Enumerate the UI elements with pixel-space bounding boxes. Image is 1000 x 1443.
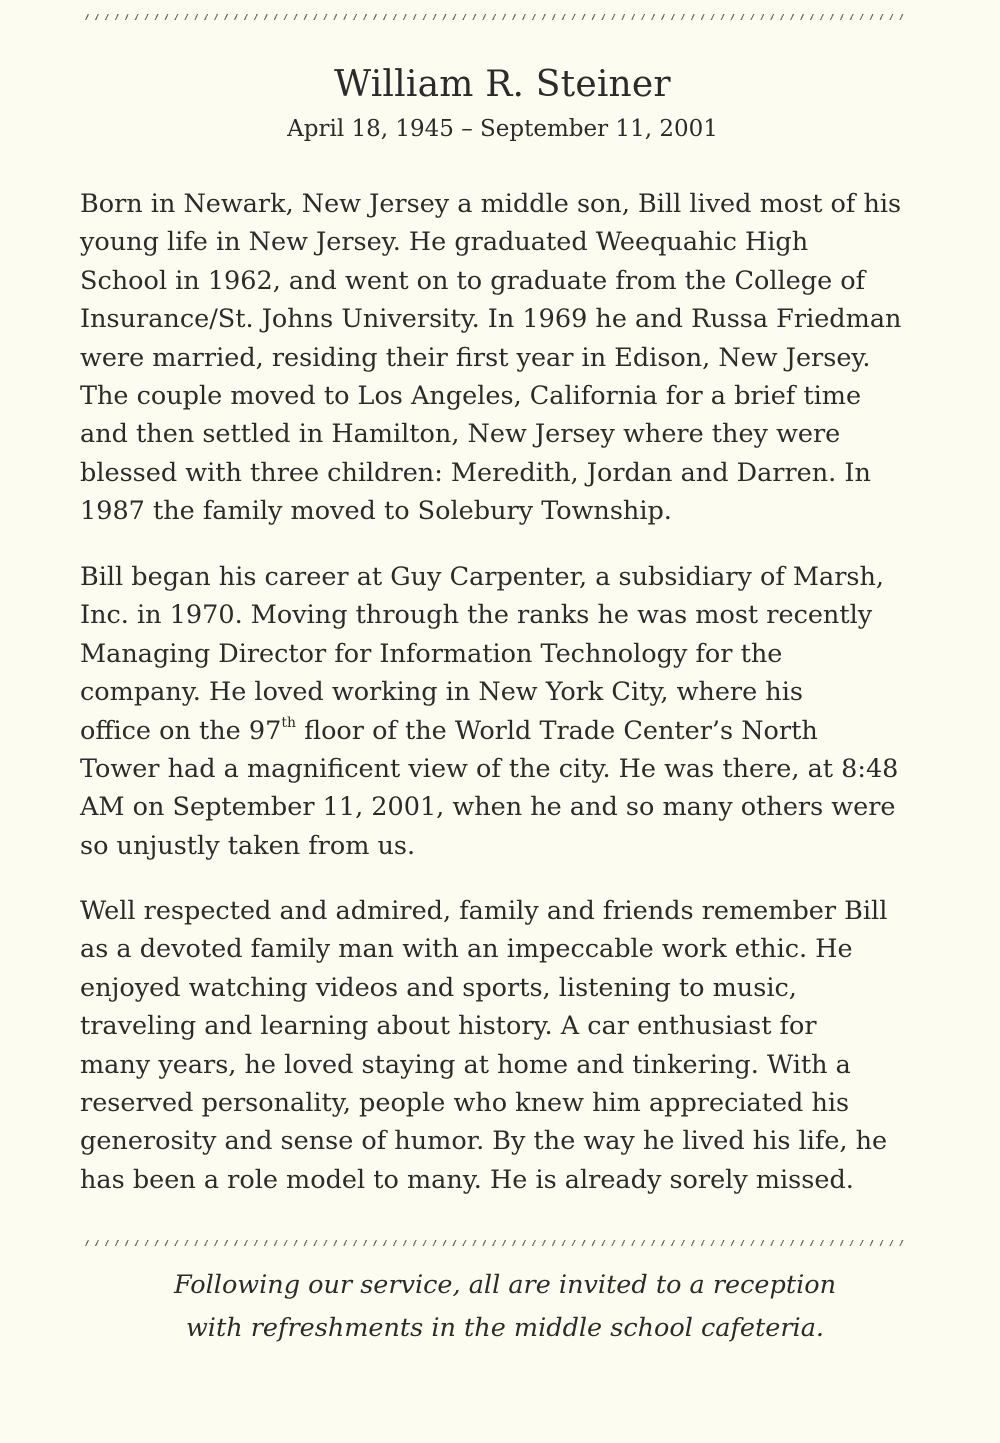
- text-line-floor: [80, 712, 940, 750]
- text-line: generosity and sense of humor. By the way he lived his life, he: [80, 1126, 888, 1157]
- life-dates: April 18, 1945 – September 11, 2001: [287, 116, 718, 142]
- ordinal-superscript: th: [281, 714, 296, 731]
- reception-line: with refreshments in the middle school cafeteria.: [185, 1313, 825, 1343]
- floor-text-prefix: office on the 97: [80, 715, 282, 746]
- text-line: Inc. in 1970. Moving through the ranks he was most recently: [80, 600, 873, 631]
- biography-paragraph-career: [80, 558, 940, 865]
- text-line: reserved personality, people who knew him appreciated his: [80, 1087, 850, 1118]
- text-line: Bill began his career at Guy Carpenter, a subsidiary of Marsh,: [80, 562, 885, 592]
- text-line: many years, he loved staying at home and tinkering. With a: [80, 1049, 851, 1080]
- text-line: School in 1962, and went on to graduate from the College of: [80, 265, 866, 296]
- text-line: blessed with three children: Meredith, Jordan and Darren. In: [80, 457, 871, 488]
- biography-paragraph-early-life: [80, 185, 940, 531]
- text-line: and then settled in Hamilton, New Jersey where they were: [80, 419, 841, 450]
- text-line: has been a role model to many. He is already sorely missed.: [80, 1164, 854, 1195]
- text-line: AM on September 11, 2001, when he and so many others were: [80, 792, 896, 823]
- text-line: Born in Newark, New Jersey a middle son, Bill lived most of his: [80, 189, 902, 219]
- bottom-dashed-rule: [85, 1240, 905, 1246]
- text-line: Tower had a magnificent view of the city. He was there, at 8:48: [80, 753, 899, 784]
- biography-paragraph-character: [80, 892, 940, 1199]
- text-line: enjoyed watching videos and sports, listening to music,: [80, 972, 797, 1003]
- text-line: Managing Director for Information Technology for the: [80, 638, 783, 669]
- text-line: 1987 the family moved to Solebury Township.: [80, 496, 672, 527]
- memorial-name: William R. Steiner: [334, 64, 671, 105]
- text-line: as a devoted family man with an impeccable work ethic. He: [80, 934, 853, 965]
- reception-notice: [0, 1264, 1000, 1350]
- text-line: Well respected and admired, family and friends remember Bill: [80, 896, 888, 926]
- text-line: young life in New Jersey. He graduated Weequahic High: [80, 227, 809, 258]
- floor-text-suffix: floor of the World Trade Center’s North: [295, 715, 818, 746]
- top-dashed-rule: [85, 14, 905, 20]
- text-line: were married, residing their first year in Edison, New Jersey.: [80, 342, 871, 373]
- text-line: traveling and learning about history. A car enthusiast for: [80, 1011, 817, 1042]
- reception-line: Following our service, all are invited to a reception: [173, 1270, 837, 1300]
- text-line: Insurance/St. Johns University. In 1969 he and Russa Friedman: [80, 304, 902, 335]
- text-line: so unjustly taken from us.: [80, 830, 416, 861]
- text-line: company. He loved working in New York City, where his: [80, 677, 803, 708]
- text-line: The couple moved to Los Angeles, California for a brief time: [80, 380, 862, 411]
